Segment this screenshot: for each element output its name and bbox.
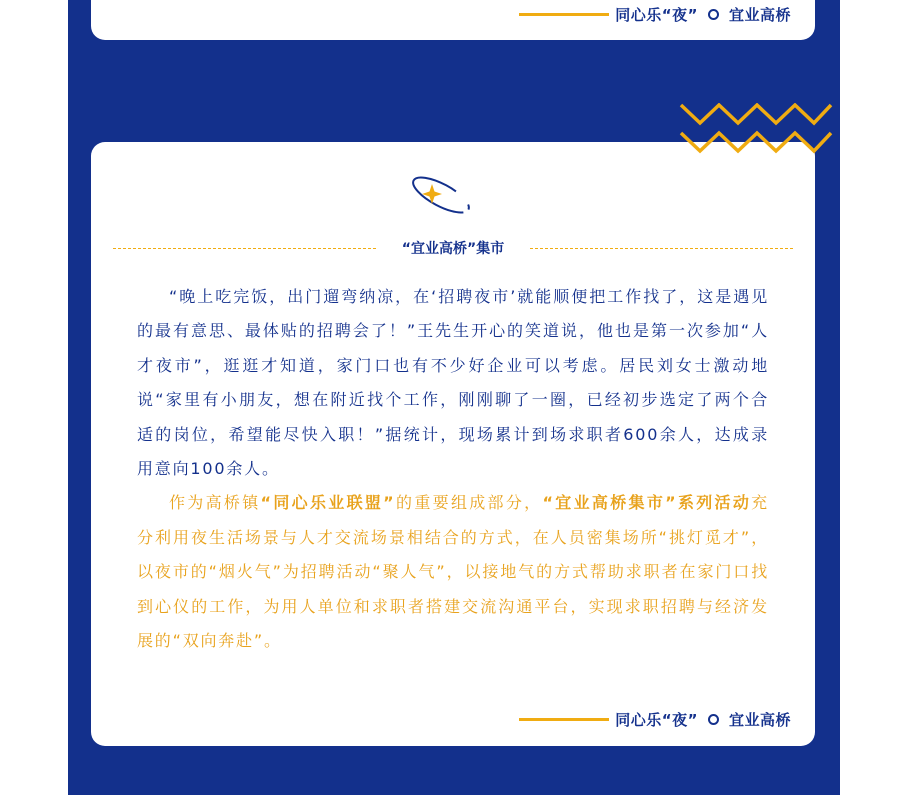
signature-dot-icon (708, 9, 719, 20)
section-signature (519, 709, 791, 730)
star-orbit-icon (404, 172, 474, 222)
summary-emphasis-alliance: “同心乐业联盟” (260, 493, 396, 513)
section-title: “宜业高桥”集市 (401, 241, 505, 257)
signature-dot-icon (708, 714, 719, 725)
signature-brand: 同心乐“夜” (615, 6, 698, 24)
summary-emphasis-market: “宜业高桥集市”系列活动 (542, 493, 752, 513)
zigzag-decoration-icon (679, 103, 833, 155)
summary-text-3: 充分利用夜生活场景与人才交流场景相结合的方式，在人员密集场所“挑灯觅才”，以夜市的“烟火气”为招聘活动“聚人气”，以接地气的方式帮助求职者在家门口找到心仪的工作，为用人单位和求职者搭建交流沟通平台，实现求职招聘与经济发展的“双向奔赴”。 (137, 493, 769, 651)
summary-text-1: 作为高桥镇 (169, 493, 261, 513)
dashed-divider-left (113, 248, 376, 249)
section-signature (519, 4, 791, 25)
summary-text-2: 的重要组成部分， (395, 493, 543, 513)
section-heading (113, 237, 793, 259)
dashed-divider-right (530, 248, 793, 249)
signature-brand: 同心乐“夜” (615, 711, 698, 729)
previous-section-card (91, 0, 815, 40)
signature-town: 宜业高桥 (728, 6, 791, 24)
signature-town: 宜业高桥 (728, 711, 791, 729)
signature-line (519, 13, 609, 16)
article-body (137, 280, 769, 658)
paragraph-summary (137, 486, 769, 658)
paragraph-quotes: “晚上吃完饭，出门遛弯纳凉，在‘招聘夜市’就能顺便把工作找了，这是遇见的最有意思、最体贴的招聘会了！”王先生开心的笑道说，他也是第一次参加“人才夜市”，逛逛才知道，家门口也有不少好企业可以考虑。居民刘女士激动地说“家里有小朋友，想在附近找个工作，刚刚聊了一圈，已经初步选定了两个合适的岗位，希望能尽快入职！”据统计，现场累计到场求职者600余人，达成录用意向100余人。 (137, 287, 769, 479)
signature-line (519, 718, 609, 721)
section-card (91, 142, 815, 746)
